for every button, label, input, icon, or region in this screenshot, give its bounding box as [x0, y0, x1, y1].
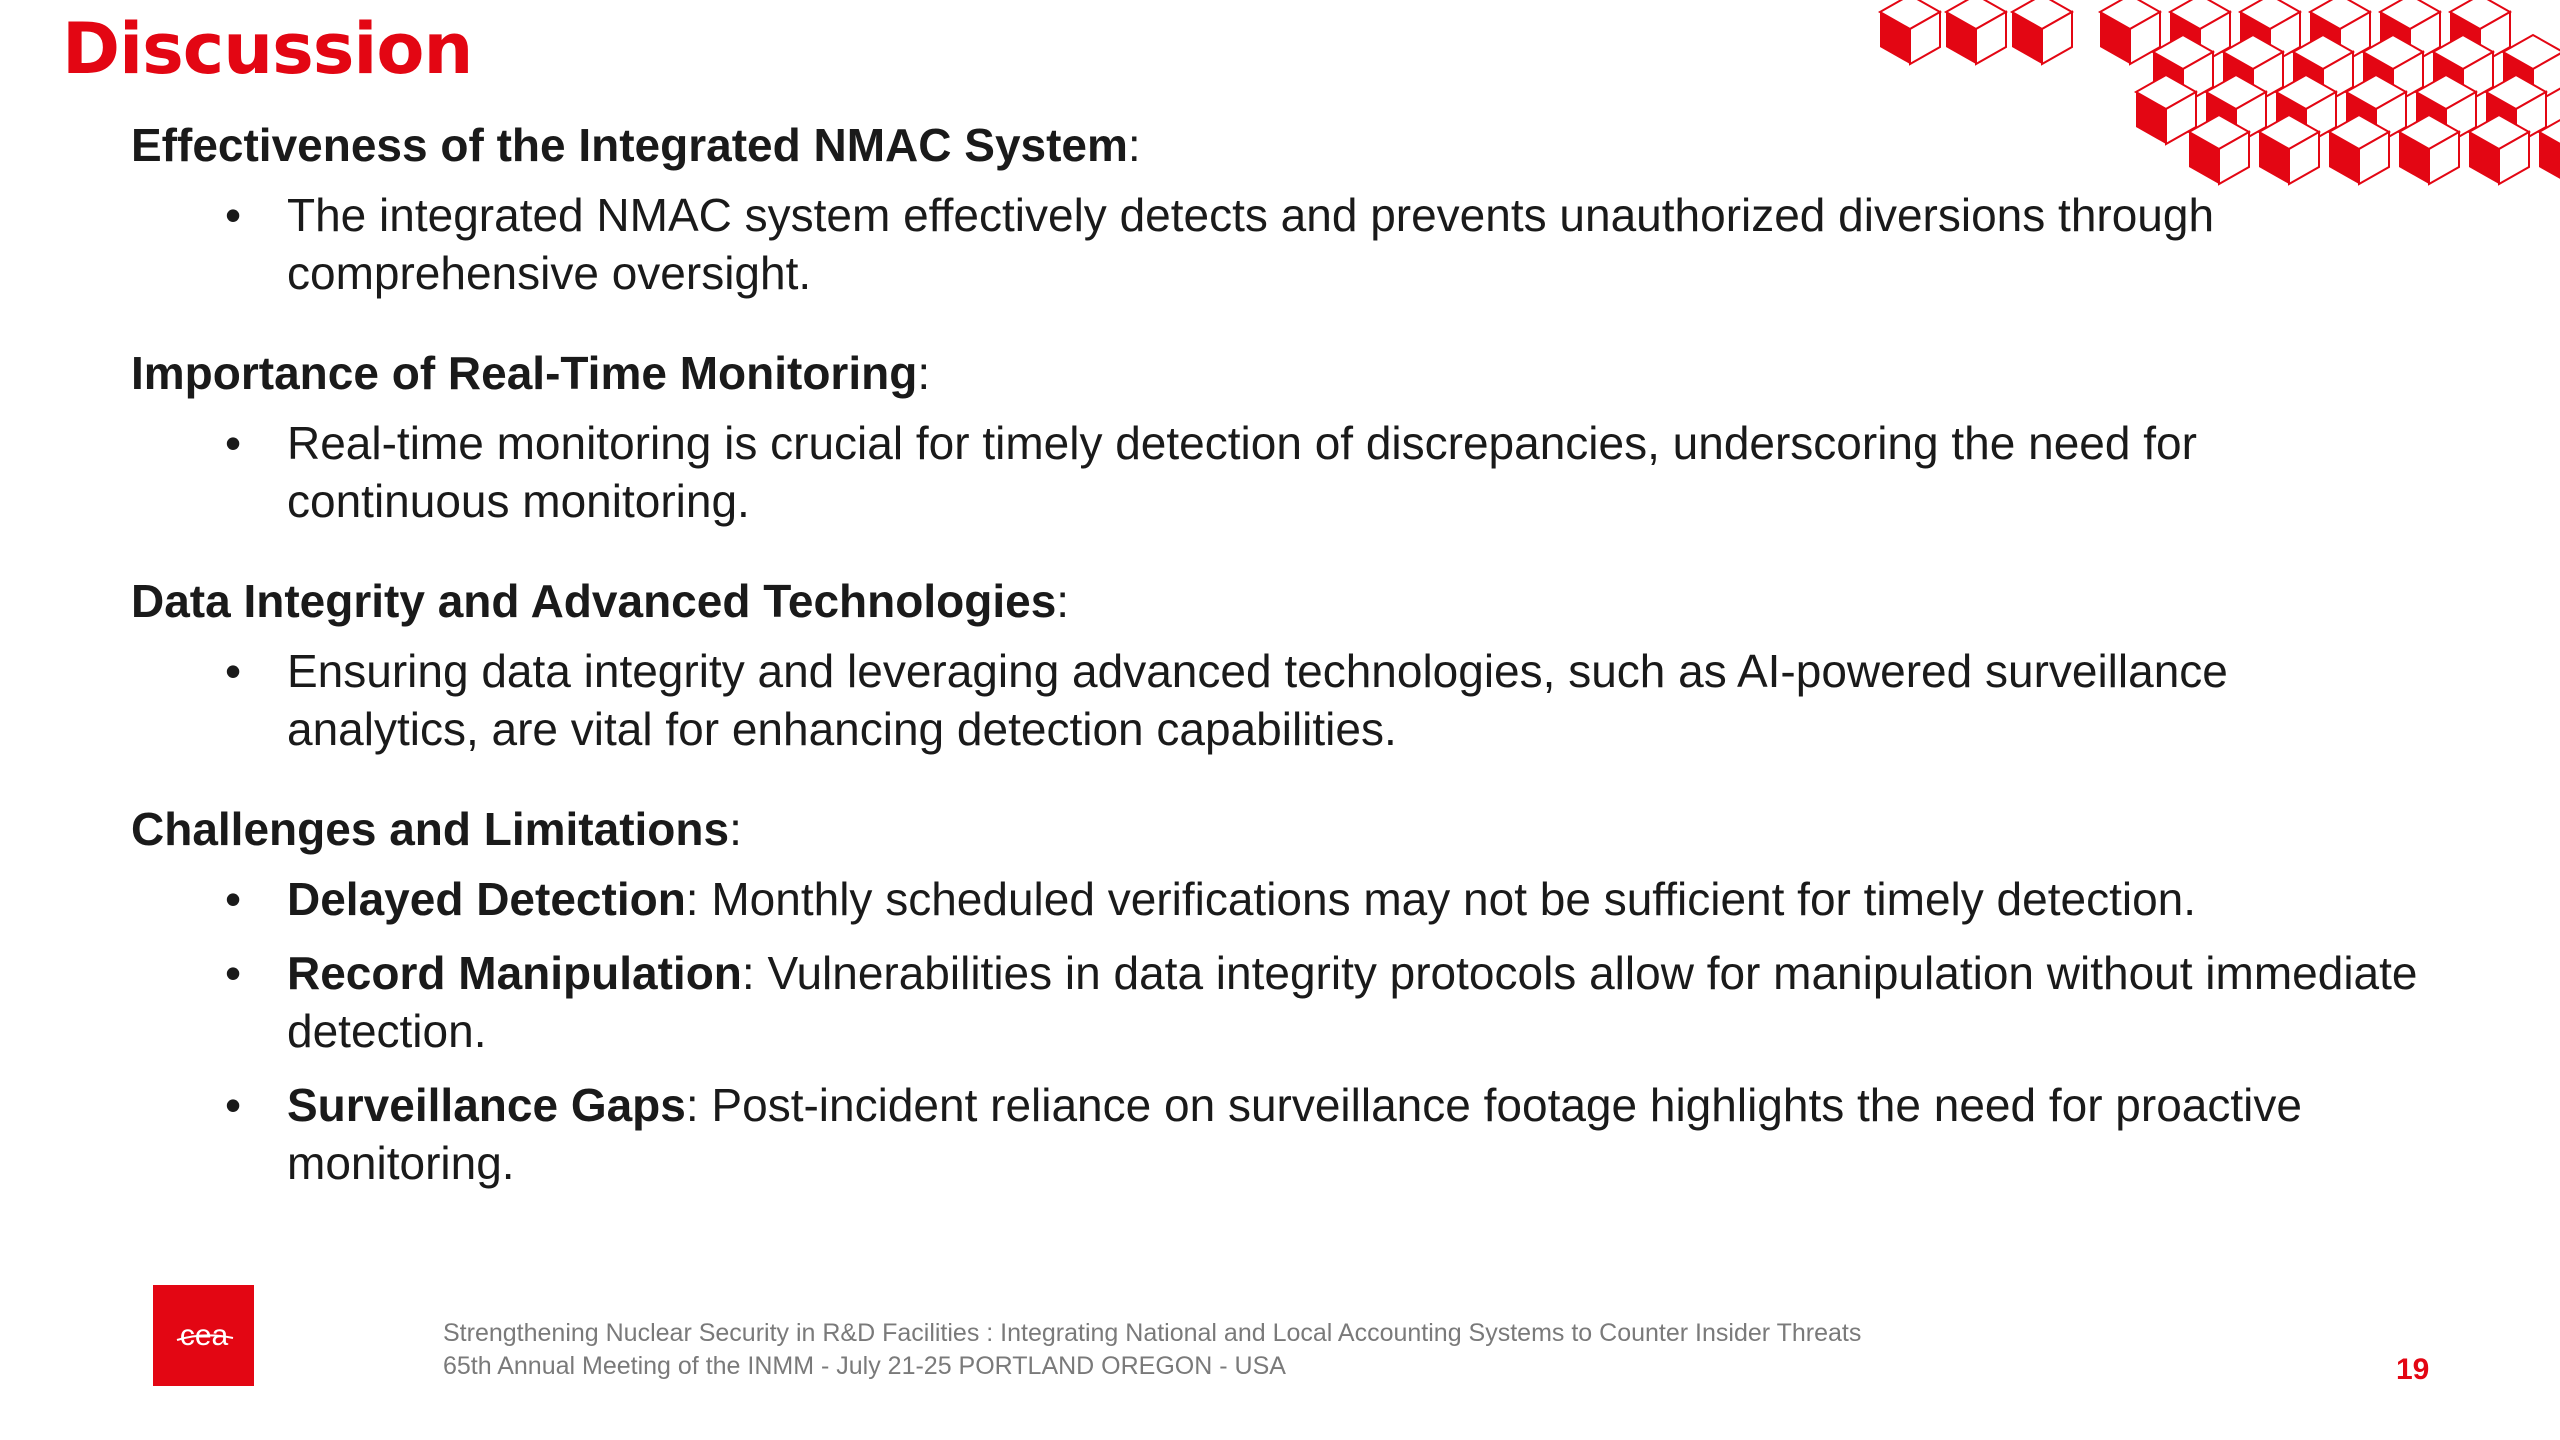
bullet-item: • Surveillance Gaps: Post-incident reliance on surveillance footage highlights the need for proactive monitoring.	[225, 1079, 2302, 1189]
footer-title: Strengthening Nuclear Security in R&D Facilities : Integrating National and Local Accounting Systems to Counter Insider Threats	[443, 1319, 1862, 1347]
discussion-content	[131, 114, 2431, 1232]
bullet-list	[131, 870, 2431, 1192]
slide-title: Discussion	[62, 8, 473, 90]
discussion-section	[131, 342, 2431, 530]
bullet-list	[131, 414, 2431, 530]
discussion-section	[131, 570, 2431, 758]
bullet-item: • Ensuring data integrity and leveraging advanced technologies, such as AI-powered surveillance analytics, are vital for enhancing detection capabilities.	[225, 645, 2228, 755]
slide-footer	[443, 1317, 1861, 1383]
page-number: 19	[2396, 1353, 2430, 1386]
bullet-list	[131, 186, 2431, 302]
bullet-item: • Real-time monitoring is crucial for timely detection of discrepancies, underscoring the need for continuous monitoring.	[225, 417, 2197, 527]
section-heading: Effectiveness of the Integrated NMAC System:	[131, 119, 1141, 171]
section-heading: Importance of Real-Time Monitoring:	[131, 347, 931, 399]
discussion-section	[131, 114, 2431, 302]
section-heading: Data Integrity and Advanced Technologies:	[131, 575, 1070, 627]
discussion-section	[131, 798, 2431, 1192]
bullet-item: • Delayed Detection: Monthly scheduled verifications may not be sufficient for timely detection.	[225, 873, 2197, 925]
bullet-item: • Record Manipulation: Vulnerabilities in data integrity protocols allow for manipulation without immediate detection.	[225, 947, 2418, 1057]
bullet-list	[131, 642, 2431, 758]
footer-event: 65th Annual Meeting of the INMM - July 21-25 PORTLAND OREGON - USA	[443, 1352, 1286, 1380]
section-heading: Challenges and Limitations:	[131, 803, 742, 855]
cea-logo	[153, 1285, 254, 1386]
bullet-item: • The integrated NMAC system effectively detects and prevents unauthorized diversions through comprehensive oversight.	[225, 189, 2215, 299]
cea-logo-icon	[171, 1316, 237, 1356]
svg-text:cea: cea	[179, 1318, 228, 1352]
